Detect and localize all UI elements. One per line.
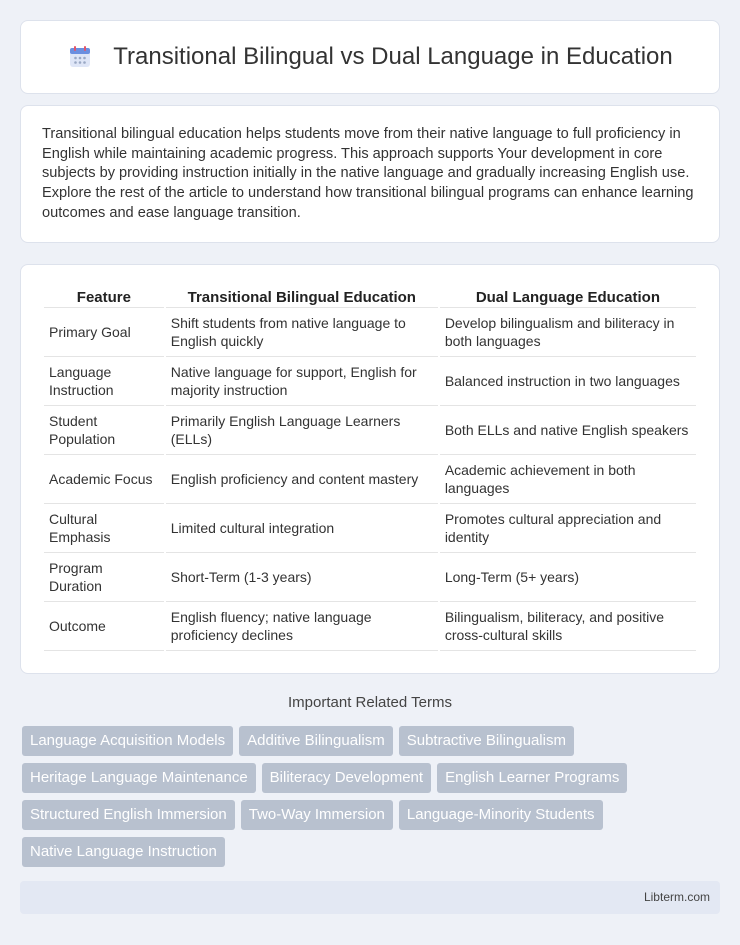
table-cell: Native language for support, English for majority instruction — [166, 357, 438, 406]
table-cell: Balanced instruction in two languages — [440, 357, 696, 406]
table-cell: Develop bilingualism and biliteracy in both languages — [440, 308, 696, 357]
table-cell: Academic Focus — [44, 455, 164, 504]
page-title: Transitional Bilingual vs Dual Language in Education — [113, 43, 673, 70]
calendar-icon — [67, 44, 93, 70]
table-cell: Short-Term (1-3 years) — [166, 553, 438, 602]
table-cell: Academic achievement in both languages — [440, 455, 696, 504]
related-term-tag[interactable]: Language-Minority Students — [399, 800, 603, 830]
header-card — [20, 20, 720, 94]
related-term-tag[interactable]: Two-Way Immersion — [241, 800, 393, 830]
table-row — [44, 406, 696, 455]
table-cell: Both ELLs and native English speakers — [440, 406, 696, 455]
table-cell: Long-Term (5+ years) — [440, 553, 696, 602]
column-header: Feature — [44, 281, 164, 308]
footer — [20, 881, 720, 914]
table-cell: Outcome — [44, 602, 164, 651]
column-header: Transitional Bilingual Education — [166, 281, 438, 308]
related-term-tag[interactable]: Native Language Instruction — [22, 837, 225, 867]
related-term-tag[interactable]: Additive Bilingualism — [239, 726, 393, 756]
column-header: Dual Language Education — [440, 281, 696, 308]
table-cell: English proficiency and content mastery — [166, 455, 438, 504]
table-cell: Promotes cultural appreciation and identity — [440, 504, 696, 553]
related-terms-title: Important Related Terms — [288, 694, 452, 711]
table-cell: Shift students from native language to English quickly — [166, 308, 438, 357]
related-term-tag[interactable]: Heritage Language Maintenance — [22, 763, 256, 793]
table-cell: Limited cultural integration — [166, 504, 438, 553]
table-row — [44, 357, 696, 406]
comparison-table — [42, 281, 698, 651]
table-cell: Bilingualism, biliteracy, and positive cross-cultural skills — [440, 602, 696, 651]
table-row — [44, 553, 696, 602]
related-terms-list — [22, 726, 722, 874]
table-row — [44, 602, 696, 651]
table-cell: Student Population — [44, 406, 164, 455]
table-cell: Primary Goal — [44, 308, 164, 357]
comparison-table-card — [20, 264, 720, 674]
table-cell: Cultural Emphasis — [44, 504, 164, 553]
table-row — [44, 504, 696, 553]
related-term-tag[interactable]: Biliteracy Development — [262, 763, 431, 793]
intro-card — [20, 105, 720, 243]
intro-paragraph: Transitional bilingual education helps students move from their native language to full proficiency in English while maintaining academic progress. This approach supports Your development in core subjects by providing instruction initially in the native language and gradually increasing English use. Explore the rest of the article to understand how transitional bilingual programs can enhance learning outcomes and ease language transition. — [42, 126, 694, 221]
related-term-tag[interactable]: Subtractive Bilingualism — [399, 726, 574, 756]
table-cell: Language Instruction — [44, 357, 164, 406]
related-term-tag[interactable]: Language Acquisition Models — [22, 726, 233, 756]
table-row — [44, 455, 696, 504]
footer-site-link[interactable]: Libterm.com — [643, 890, 710, 904]
table-row — [44, 308, 696, 357]
related-term-tag[interactable]: Structured English Immersion — [22, 800, 235, 830]
table-header-row — [44, 281, 696, 308]
related-term-tag[interactable]: English Learner Programs — [437, 763, 627, 793]
table-cell: English fluency; native language proficiency declines — [166, 602, 438, 651]
table-cell: Primarily English Language Learners (ELLs) — [166, 406, 438, 455]
table-cell: Program Duration — [44, 553, 164, 602]
